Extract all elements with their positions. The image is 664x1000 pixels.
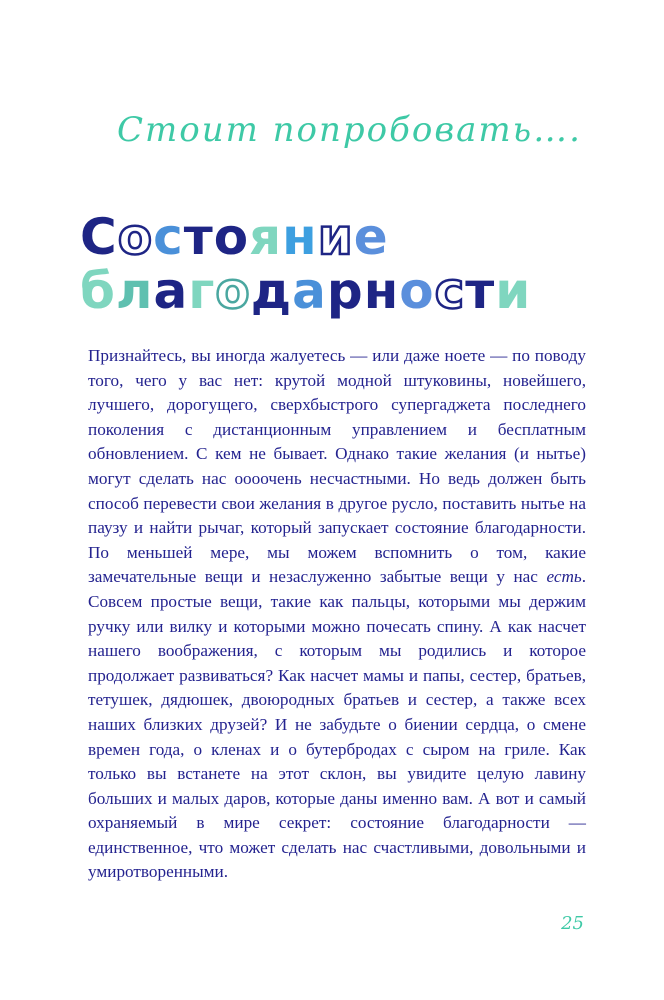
- title-letter: о: [213, 208, 250, 266]
- title-line-1: [80, 210, 640, 264]
- title-letter: д: [250, 262, 293, 320]
- title-letter: г: [188, 262, 216, 320]
- title-letter: н: [363, 262, 400, 320]
- body-text: [88, 344, 586, 885]
- body-paragraph: [88, 344, 586, 885]
- title-letter: а: [292, 262, 327, 320]
- title-letter: а: [153, 262, 189, 320]
- title-letter: и: [495, 262, 532, 320]
- title-letter: е: [353, 208, 389, 266]
- page-number: 25: [561, 913, 584, 934]
- title-letter: и: [317, 208, 354, 266]
- title-letter: я: [249, 208, 283, 266]
- title-letter: С: [80, 208, 118, 266]
- body-emphasis: есть: [546, 567, 582, 587]
- section-kicker: Стоит попробовать….: [116, 110, 582, 150]
- title-letter: р: [326, 262, 364, 320]
- title-letter: о: [117, 208, 154, 266]
- title-letter: с: [153, 208, 184, 266]
- title-letter: о: [399, 262, 435, 320]
- body-text-part-1: Признайтесь, вы иногда жалуетесь — или даже ноете — по поводу того, чего у вас нет: крутой модной штуковины, новейшего, лучшего, дорогущего, сверхбыстрого супергаджета последнего поколения с дистанционным управлением и бесплатным обновлением. С кем не бывает. Однако такие желания (и нытье) могут сделать нас оооочень несчастными. Но ведь должен быть способ перевести свои желания в другое русло, поставить нытье на паузу и найти рычаг, который запускает состояние благодарности. По меньшей мере, мы можем вспомнить о том, какие замечательные вещи и незаслуженно забытые вещи у нас: [88, 346, 586, 587]
- page-title: [80, 210, 640, 318]
- title-letter: т: [183, 208, 214, 266]
- title-letter: т: [465, 262, 496, 320]
- body-text-part-2: . Совсем простые вещи, такие как пальцы, которыми мы держим ручку или вилку и которыми можно почесать спину. А как насчет нашего воображения, с которым мы родились и которое продолжает развиваться? Как насчет мамы и папы, сестер, братьев, тетушек, дядюшек, двоюродных братьев и сестер, а также всех наших близких друзей? И не забудьте о биении сердца, о смене времен года, о кленах и о бутербродах с сыром на гриле. Как только вы встанете на этот склон, вы увидите целую лавину больших и малых даров, которые даны именно вам. А вот и самый охраняемый в мире секрет: состояние благодарности — единственное, что может сделать нас счастливыми, довольными и умиротворенными.: [88, 567, 586, 882]
- title-letter: б: [80, 262, 116, 320]
- title-line-2: [80, 264, 640, 318]
- title-letter: л: [115, 262, 154, 320]
- title-letter: о: [215, 262, 251, 320]
- title-letter: н: [282, 208, 318, 266]
- title-letter: с: [434, 262, 466, 320]
